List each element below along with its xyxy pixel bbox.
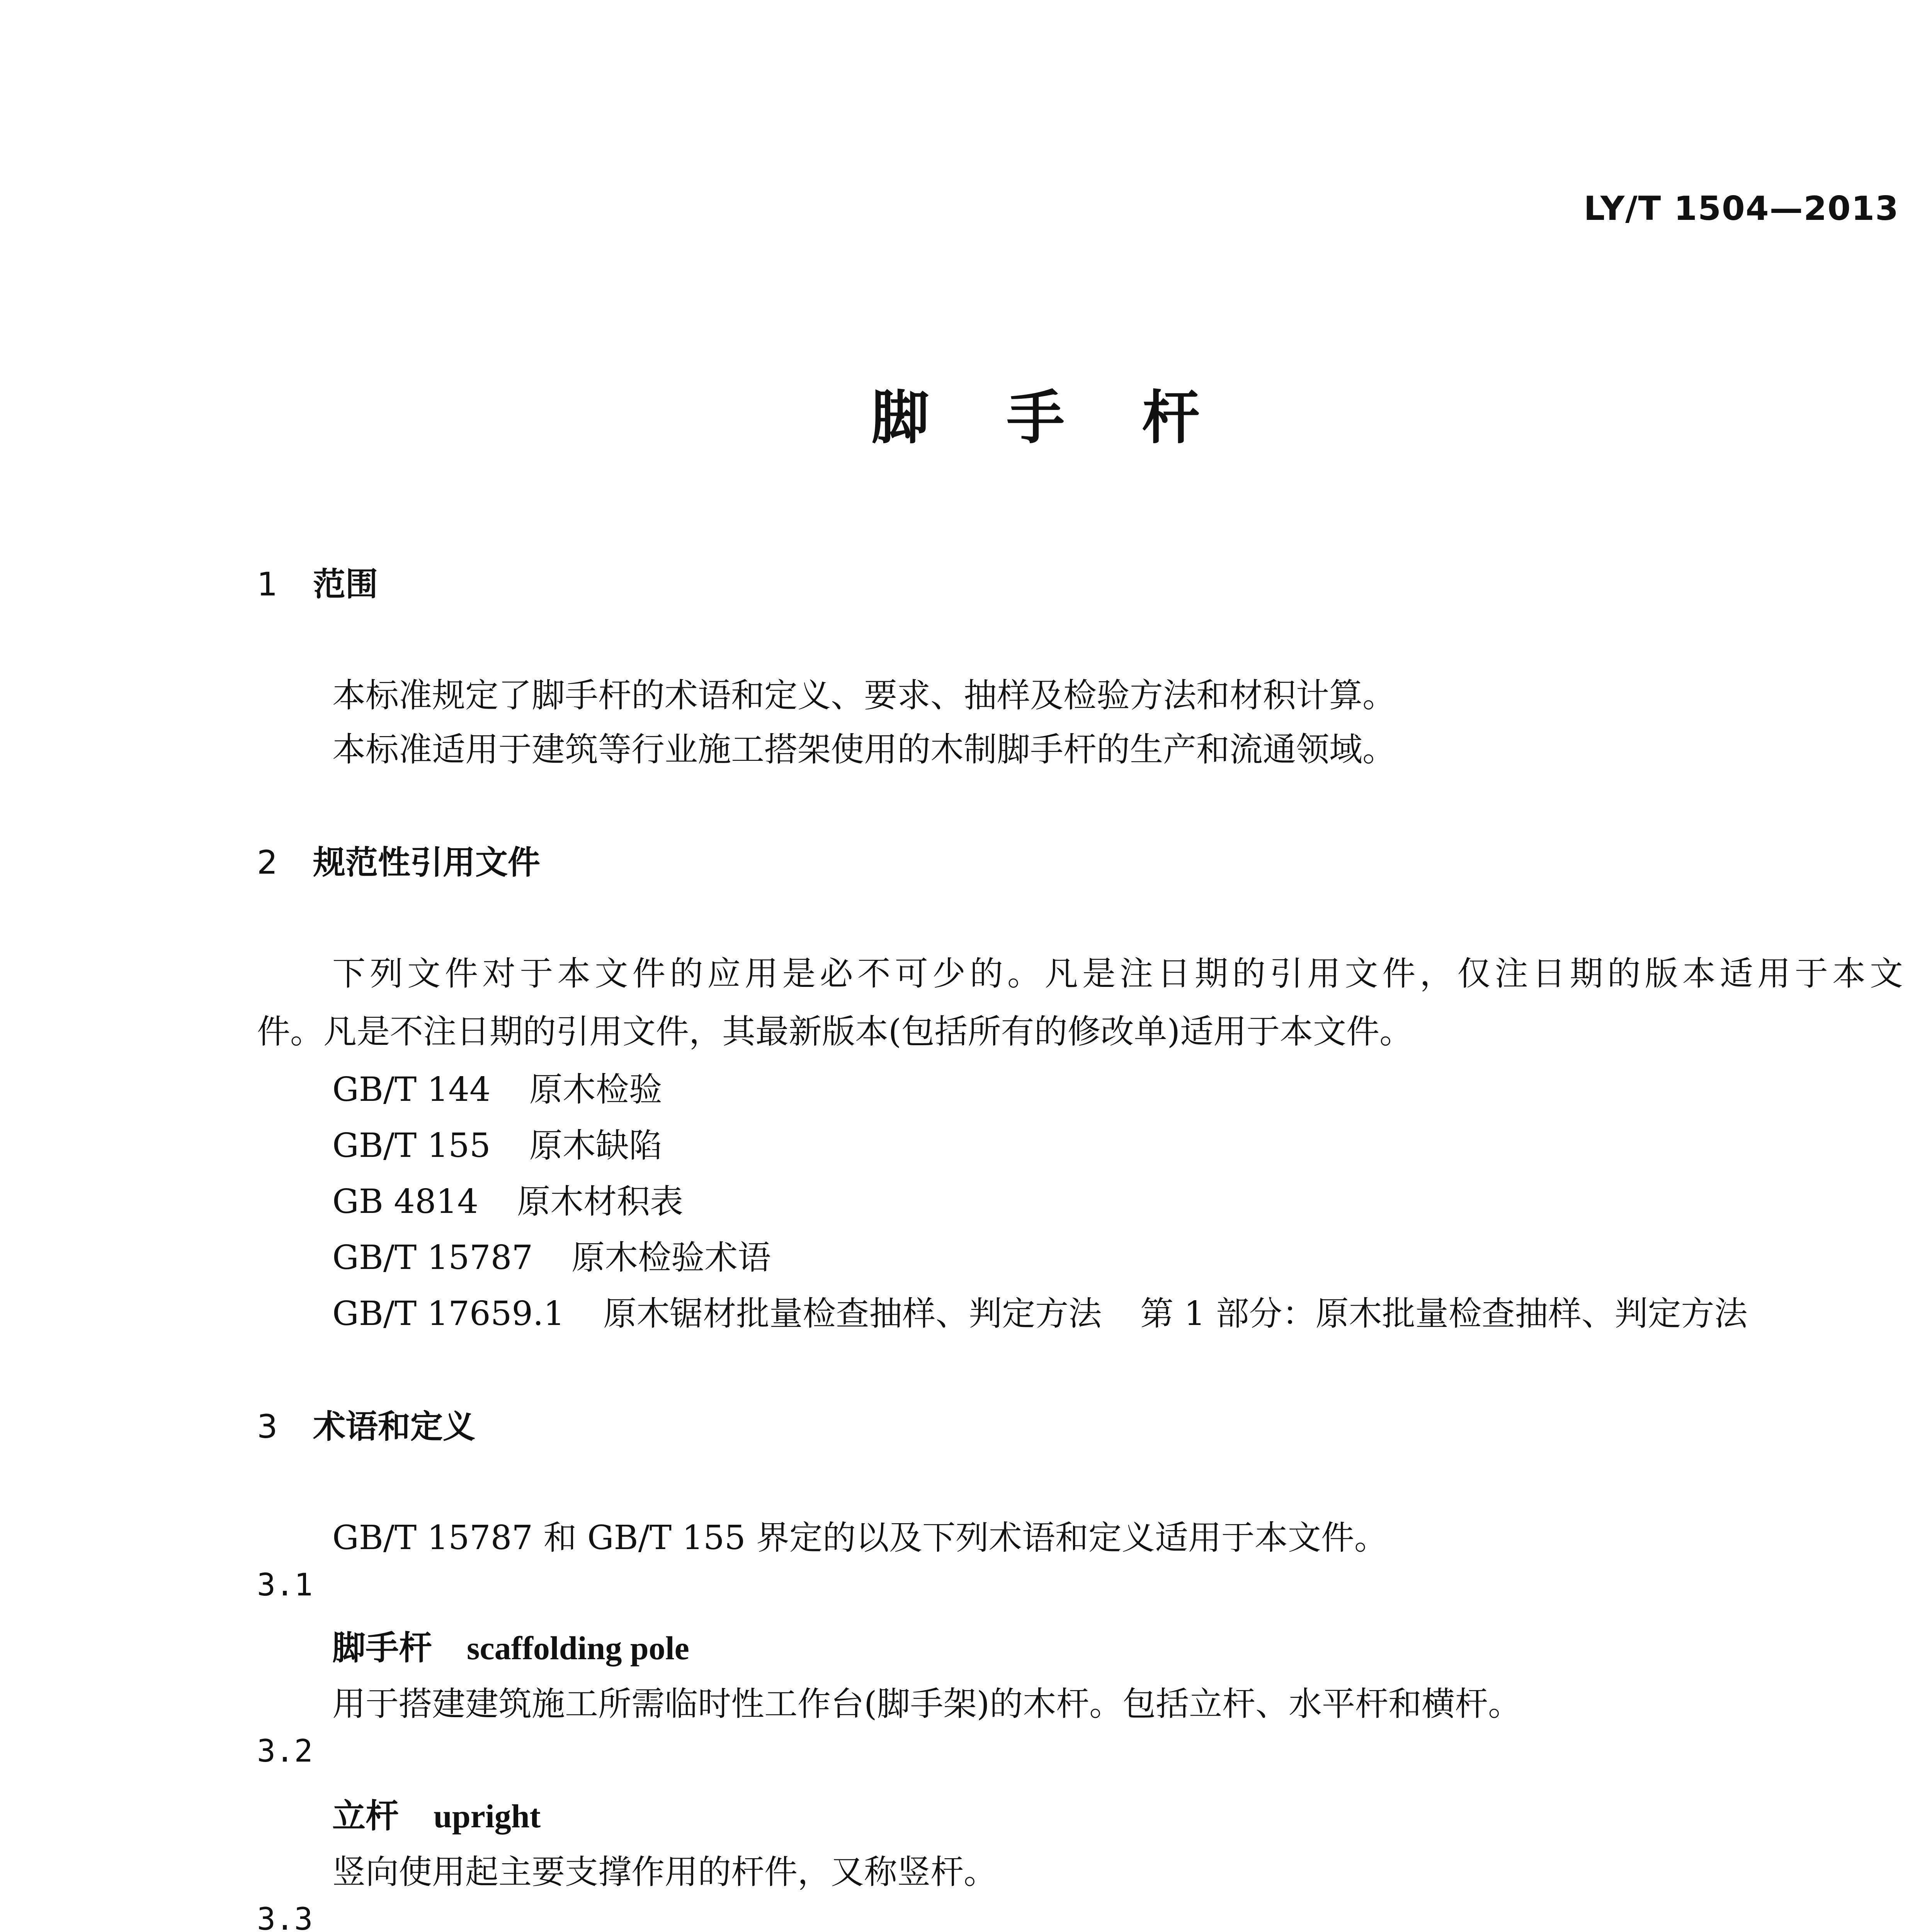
section-3-heading [257, 1401, 475, 1447]
term-en: scaffolding pole [467, 1629, 689, 1667]
title-char: 脚 [871, 384, 929, 452]
reference-item [332, 1175, 683, 1223]
section-number: 2 [257, 844, 278, 881]
section-title: 范围 [313, 565, 378, 603]
paragraph: 下列文件对于本文件的应用是必不可少的。凡是注日期的引用文件，仅注日期的版本适用于本文 [332, 954, 1903, 993]
reference-code: GB/T 155 [332, 1126, 491, 1165]
section-number: 1 [257, 565, 278, 603]
standard-number: LY/T 1504—2013 [1583, 189, 1899, 228]
term-definition: 用于搭建建筑施工所需临时性工作台(脚手架)的木杆。包括立杆、水平杆和横杆。 [332, 1685, 1522, 1723]
section-1-heading [257, 558, 378, 605]
paragraph: 件。凡是不注日期的引用文件，其最新版本(包括所有的修改单)适用于本文件。 [257, 1012, 1413, 1051]
reference-item [332, 1231, 771, 1279]
section-title: 规范性引用文件 [313, 844, 541, 881]
paragraph: 本标准适用于建筑等行业施工搭架使用的木制脚手杆的生产和流通领域。 [332, 730, 1396, 769]
term-zh: 立杆 [332, 1797, 399, 1835]
term-entry [332, 1621, 689, 1669]
reference-item [332, 1119, 662, 1167]
reference-name: 原木缺陷 [529, 1126, 662, 1165]
reference-name: 原木检验术语 [571, 1238, 771, 1277]
term-number: 3.1 [257, 1567, 313, 1603]
reference-item [332, 1063, 662, 1111]
reference-code: GB/T 17659.1 [332, 1294, 565, 1333]
reference-name: 原木材积表 [517, 1182, 684, 1221]
reference-item [332, 1287, 1748, 1335]
page-title [0, 371, 1932, 454]
title-char: 手 [1006, 384, 1065, 452]
reference-part: 第 1 部分：原木批量检查抽样、判定方法 [1140, 1294, 1748, 1333]
title-char: 杆 [1142, 384, 1200, 452]
reference-code: GB/T 144 [332, 1070, 491, 1109]
reference-code: GB 4814 [332, 1182, 479, 1221]
paragraph: 本标准规定了脚手杆的术语和定义、要求、抽样及检验方法和材积计算。 [332, 676, 1396, 715]
reference-code: GB/T 15787 [332, 1238, 533, 1277]
term-definition: 竖向使用起主要支撑作用的杆件，又称竖杆。 [332, 1853, 997, 1891]
reference-name: 原木锯材批量检查抽样、判定方法 [603, 1294, 1102, 1333]
term-entry [332, 1789, 541, 1837]
term-zh: 脚手杆 [332, 1629, 432, 1667]
section-title: 术语和定义 [313, 1408, 476, 1446]
term-number: 3.2 [257, 1733, 313, 1769]
section-2-heading [257, 837, 540, 883]
term-number: 3.3 [257, 1901, 313, 1932]
paragraph: GB/T 15787 和 GB/T 155 界定的以及下列术语和定义适用于本文件。 [332, 1519, 1388, 1557]
section-number: 3 [257, 1408, 278, 1446]
term-en: upright [434, 1798, 541, 1835]
reference-name: 原木检验 [529, 1070, 662, 1109]
